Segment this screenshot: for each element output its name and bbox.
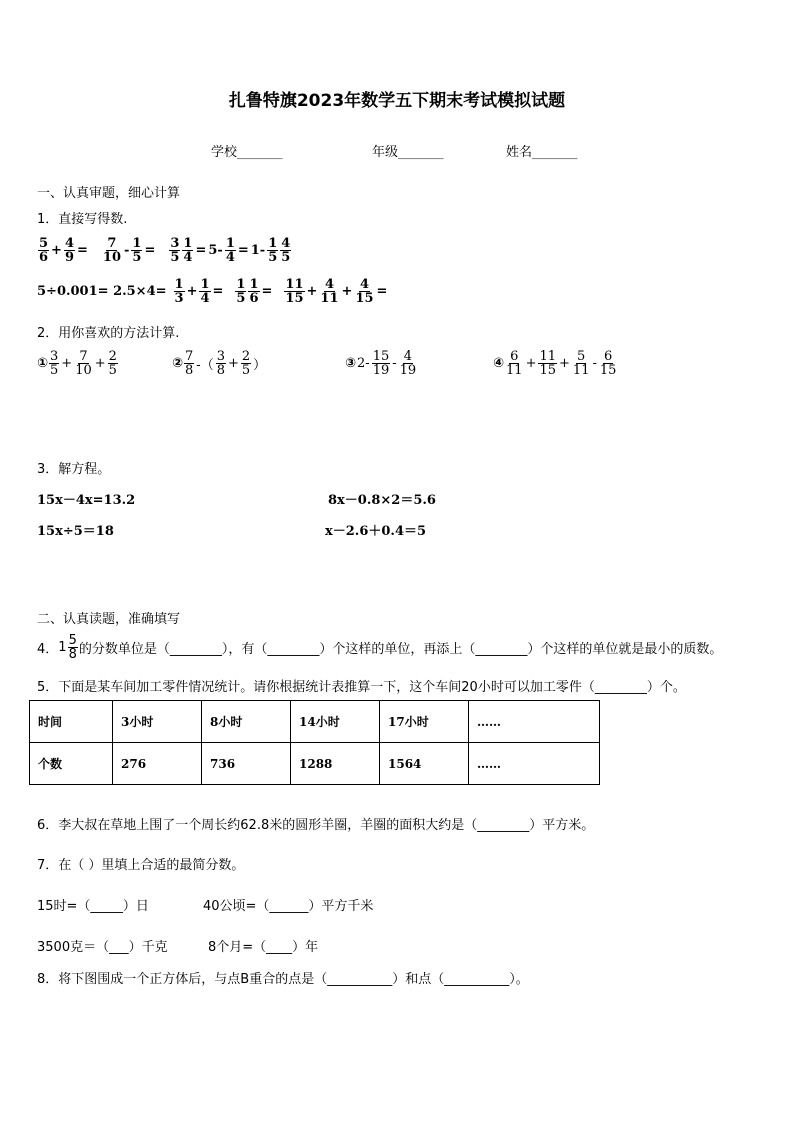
parts-table <box>29 700 600 785</box>
section2-heading: 二、认真读题，准确填写 <box>37 612 181 627</box>
fraction: $\frac{4}{9}$ <box>64 236 74 265</box>
q7-label: 7．在（ ）里填上合适的最简分数。 <box>37 858 245 873</box>
fraction: $\frac{7}{10}$ <box>75 349 92 378</box>
q2-expr-2: ② $\frac{7}{8}$ -（ $\frac{3}{8}$ + $\frac{2}{5}$ ） <box>172 349 267 378</box>
table-cell: 个数 <box>30 743 113 785</box>
fraction: $\frac{2}{5}$ <box>108 349 117 378</box>
fraction: $\frac{1}{3}$ <box>174 277 184 306</box>
fraction: $\frac{6}{15}$ <box>599 349 617 378</box>
fraction: $\frac{5}{11}$ <box>572 349 590 378</box>
table-cell: 1564 <box>380 743 469 785</box>
q1-row1: $\frac{5}{6}$ + $\frac{4}{9}$ = $\frac{7}{10}$ - $\frac{1}{5}$ = $\frac{3}{5}$ $\frac{1}{4}$ = 5- $\frac{1}{4}$ = 1- $\frac{1}{5}$ $\frac{4}{5}$ <box>39 236 291 265</box>
table-cell: 8小时 <box>202 701 291 743</box>
q7-item-c: 3500克＝（___）千克 <box>37 940 168 955</box>
equation-2: 8x－0.8×2＝5.6 <box>328 493 436 508</box>
fraction: $\frac{3}{5}$ <box>170 236 180 265</box>
table-cell: …… <box>469 743 600 785</box>
q1-label: 1．直接写得数. <box>37 212 128 227</box>
fraction: $\frac{1}{5}$ <box>132 236 142 265</box>
q1-row2: 5÷0.001= 2.5×4= $\frac{1}{3}$ + $\frac{1}{4}$ = $\frac{1}{5}$ $\frac{1}{6}$ = $\frac{11}{15}$ + $\frac{4}{11}$ + $\frac{4}{15}$ = <box>37 277 388 306</box>
q7-item-a: 15时=（_____）日 <box>37 899 149 914</box>
table-cell: 17小时 <box>380 701 469 743</box>
fraction: $\frac{1}{5}$ <box>236 277 246 306</box>
table-cell: 1288 <box>291 743 380 785</box>
school-field: 学校_______ <box>211 145 283 160</box>
fraction: $\frac{4}{19}$ <box>399 349 417 378</box>
q2-expr-3: ③ 2- $\frac{15}{19}$ - $\frac{4}{19}$ <box>345 349 417 378</box>
fraction: $\frac{11}{15}$ <box>285 277 304 306</box>
fraction: $\frac{1}{4}$ <box>183 236 193 265</box>
fraction: $\frac{5}{6}$ <box>39 236 49 265</box>
fraction: $\frac{1}{5}$ <box>268 236 278 265</box>
table-cell: 276 <box>113 743 202 785</box>
section1-heading: 一、认真审题，细心计算 <box>37 186 181 201</box>
q2-label: 2．用你喜欢的方法计算. <box>37 326 180 341</box>
table-cell: 736 <box>202 743 291 785</box>
table-cell: 3小时 <box>113 701 202 743</box>
name-field: 姓名_______ <box>506 145 578 160</box>
table-cell: 时间 <box>30 701 113 743</box>
q7-item-d: 8个月=（____）年 <box>208 940 319 955</box>
fraction: $\frac{7}{10}$ <box>102 236 121 265</box>
mixed-number: 1 $\frac{5}{8}$ <box>58 633 77 662</box>
q5-text: 5．下面是某车间加工零件情况统计。请你根据统计表推算一下，这个车间20小时可以加工零件（________）个。 <box>37 680 686 695</box>
q2-expr-4: ④ $\frac{6}{11}$ + $\frac{11}{15}$ + $\frac{5}{11}$ - $\frac{6}{15}$ <box>493 349 617 378</box>
q2-expr-1: ① $\frac{3}{5}$ + $\frac{7}{10}$ + $\frac{2}{5}$ <box>37 349 117 378</box>
fraction: $\frac{2}{5}$ <box>241 349 251 378</box>
fraction: $\frac{1}{6}$ <box>249 277 259 306</box>
q7-item-b: 40公顷=（______）平方千米 <box>203 899 374 914</box>
fraction: $\frac{3}{8}$ <box>216 349 225 378</box>
fraction: $\frac{11}{15}$ <box>539 349 557 378</box>
fraction: $\frac{3}{5}$ <box>50 349 59 378</box>
equation-3: 15x÷5＝18 <box>37 524 114 539</box>
q4: 4． 1 $\frac{5}{8}$ 的分数单位是（________），有（________）个这样的单位，再添上（________）个这样的单位就是最小的质数。 <box>37 633 723 662</box>
fraction: $\frac{6}{11}$ <box>506 349 523 378</box>
table-row <box>30 701 600 743</box>
equation-1: 15x－4x=13.2 <box>37 493 136 508</box>
fraction: $\frac{4}{15}$ <box>355 277 374 306</box>
q8-text: 8．将下图围成一个正方体后，与点B重合的点是（__________）和点（__________）。 <box>37 972 529 987</box>
table-cell: 14小时 <box>291 701 380 743</box>
fraction: $\frac{1}{4}$ <box>200 277 210 306</box>
fraction: $\frac{7}{8}$ <box>185 349 194 378</box>
page-title: 扎鲁特旗2023年数学五下期末考试模拟试题 <box>228 91 566 111</box>
table-cell: …… <box>469 701 600 743</box>
equation-4: x－2.6＋0.4＝5 <box>325 524 427 539</box>
grade-field: 年级_______ <box>372 145 444 160</box>
fraction: $\frac{1}{4}$ <box>225 236 235 265</box>
table-row <box>30 743 600 785</box>
q6-text: 6．李大叔在草地上围了一个周长约62.8米的圆形羊圈，羊圈的面积大约是（________）平方米。 <box>37 818 595 833</box>
fraction: $\frac{4}{5}$ <box>281 236 291 265</box>
fraction: $\frac{4}{11}$ <box>320 277 339 306</box>
q3-label: 3．解方程。 <box>37 462 111 477</box>
fraction: $\frac{15}{19}$ <box>372 349 390 378</box>
